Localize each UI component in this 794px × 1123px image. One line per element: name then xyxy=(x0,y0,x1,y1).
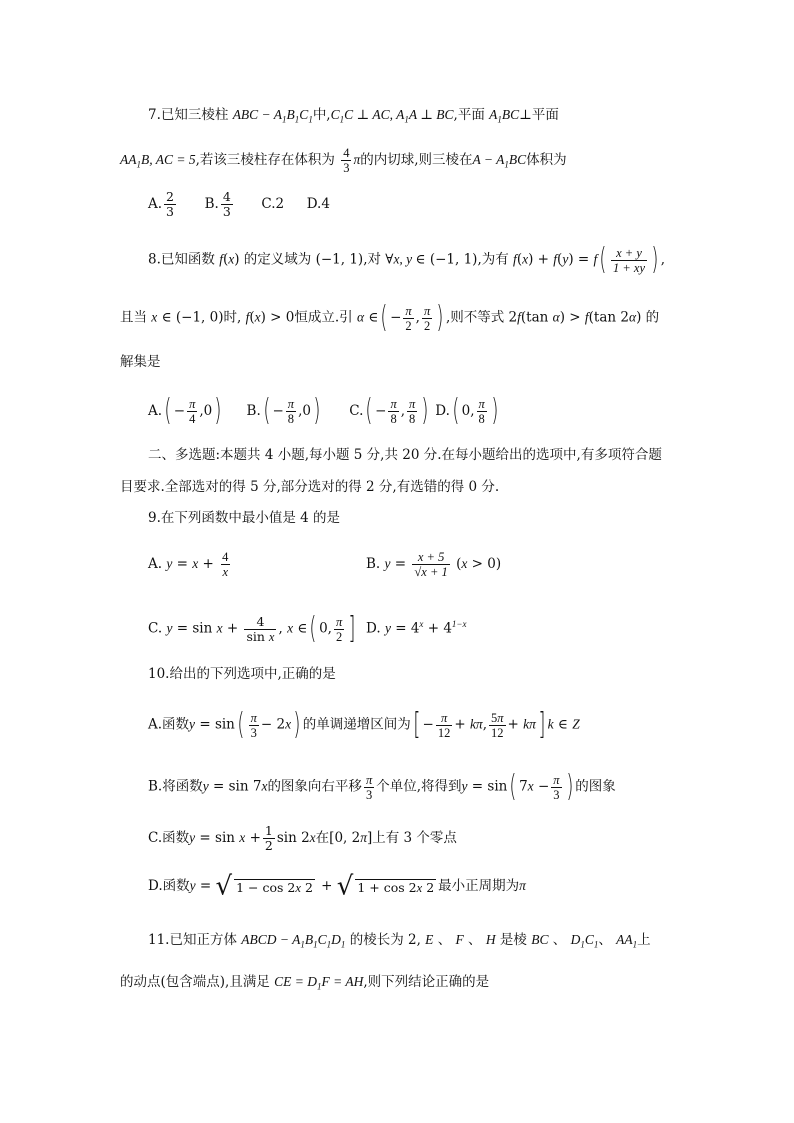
q10-stem: 10.给出的下列选项中,正确的是 xyxy=(148,666,336,682)
q11-math-cube: ABCD − $A_1B_1C_1D_1$ xyxy=(241,932,346,950)
q8-line1: 8.已知函数 f(x) 的定义域为 (−1, 1),对 ∀x, y ∈ (−1, 1),为有 f(x) + f(y) = f( $\frac{x + y}{1 + xy}$ ) , xyxy=(148,242,666,277)
q8-option-c[interactable]: C.( − $\frac{\pi}{8}$ , $\frac{\pi}{8}$ ) xyxy=(349,393,429,428)
section2-line2: 目要求.全部选对的得 5 分,部分选对的得 2 分,有选错的得 0 分. xyxy=(120,479,500,495)
q7-option-c[interactable]: C.2 xyxy=(261,196,285,212)
q10-option-a[interactable]: A.函数y = sin( $\frac{\pi}{3}$ − 2x) 的单调递增区间为[ − $\frac{\pi}{12}$ + kπ, $\frac{5\pi}{12}$ + kπ] k ∈ Z xyxy=(148,707,580,742)
q9-option-b[interactable]: B. y = $\frac{x + 5}{√x + 1}$ (x > 0) xyxy=(366,550,502,579)
q11-math-eq: CE = $D_1F$ = AH xyxy=(274,974,364,992)
q7-option-b[interactable]: B. $\frac{4}{3}$ xyxy=(204,189,231,219)
q8-text-2e: 的 xyxy=(645,309,660,326)
q8-option-b[interactable]: B.( − $\frac{\pi}{8}$ ,0) xyxy=(246,393,321,428)
q7-math-plane2: $AA_1B$, AC = 5 xyxy=(120,152,196,170)
q7-pi: π xyxy=(353,152,361,167)
q8-option-a[interactable]: A.( − $\frac{\pi}{4}$ ,0) xyxy=(148,393,222,428)
q8-text-c: ,对 xyxy=(363,251,381,268)
q7-text-2b: ,若该三棱柱存在体积为 xyxy=(195,152,335,168)
q9-option-d[interactable]: D. $y = 4^x + 4^{1-x}$ xyxy=(366,619,467,637)
q8-text-2b: 时, xyxy=(223,309,242,326)
q7-line2 xyxy=(120,146,567,175)
q11-line2: 的动点(包含端点),且满足 CE = $D_1F$ = AH,则下列结论正确的是 xyxy=(120,974,490,992)
q8-math-forall: ∀x, y ∈ xyxy=(385,251,426,267)
q8-alpha-range: α xyxy=(356,309,365,325)
q8-line2: 且当 x ∈ (−1, 0)时, f(x) > 0恒成立.引 α ∈( − $\frac{\pi}{2}$ , $\frac{\pi}{2}$ ) ,则不等式 2f(tan α) > f(tan 2α) 的 xyxy=(120,300,660,335)
q8-text-d: ,为有 xyxy=(477,251,509,268)
q10-option-b[interactable]: B.将函数y = sin 7x的图象向右平移 $\frac{\pi}{3}$ 个单位,将得到y = sin( 7x − $\frac{\pi}{3}$ ) 的图象 xyxy=(148,769,616,804)
q9-option-a[interactable]: A. y = x + $\frac{4}{x}$ xyxy=(148,550,229,579)
q7-text-e: ⊥平面 xyxy=(519,107,559,123)
section2-line1: 二、多选题:本题共 4 小题,每小题 5 分,共 20 分.在每小题给出的选项中,有多项符合题 xyxy=(148,447,662,463)
q7-line1: 7.已知三棱柱 ABC − $A_1B_1C_1$中$,C_1C$ ⊥ AC, $A_1A$ ⊥ BC,平面 $A_1BC\perp$平面 xyxy=(148,107,559,125)
q7-text-c: 中, xyxy=(312,107,331,123)
q7-text-a: 7.已知三棱柱 xyxy=(148,107,229,123)
q9-option-c[interactable]: C. y = sin x + $\frac{4}{\text{sin x}}$ , x ∈( 0, $\frac{\pi}{2}$ ] xyxy=(148,611,356,646)
q9-stem: 9.在下列函数中最小值是 4 的是 xyxy=(148,510,341,526)
q7-math-prism: ABC − $A_1B_1C_1$ xyxy=(232,107,313,125)
q7-math-cond: $C_1C$ ⊥ AC, $A_1A$ ⊥ BC xyxy=(330,107,454,125)
q8-text-2a: 且当 xyxy=(120,309,147,326)
q7-text-d: 平面 xyxy=(457,107,485,123)
q7-options xyxy=(148,190,330,219)
q10-option-d[interactable]: D.函数y = √ 1 − cos 2x 2 + √ 1 + cos 2x 2 最小正周期为π xyxy=(148,871,526,902)
q8-text-b: 的定义域为 xyxy=(243,251,312,268)
q8-text-a: 8.已知函数 xyxy=(148,251,215,268)
q8-math-eq: f xyxy=(513,251,517,267)
q7-math-plane: $A_1BC$ xyxy=(489,107,520,125)
q7-text-2d: 体积为 xyxy=(526,152,567,168)
q8-line3: 解集是 xyxy=(120,354,161,370)
q8-option-d[interactable]: D.( 0, $\frac{\pi}{8}$ ) xyxy=(435,393,499,428)
q8-text-2c: 恒成立.引 xyxy=(294,309,353,326)
q7-frac-4-3: $\frac{4}{3}$ xyxy=(343,146,350,175)
q10-option-c[interactable]: C.函数y = sin x + $\frac{1}{2}$ sin 2x在[0, 2π]上有 3 个零点 xyxy=(148,823,457,853)
q8-text-2d: ,则不等式 xyxy=(445,309,505,326)
q7-math-pyramid: $A - A_1BC$ xyxy=(472,152,527,170)
q7-option-a[interactable]: A. $\frac{2}{3}$ xyxy=(148,189,174,219)
q11-line1: 11.已知正方体 ABCD − $A_1B_1C_1D_1$ 的棱长为 2, E 、 F 、 H 是棱 BC 、 $D_1C_1$、 $AA_1$上 xyxy=(148,932,651,950)
q8-options xyxy=(148,393,501,428)
q7-option-d[interactable]: D.4 xyxy=(306,196,330,212)
q7-text-2c: 的内切球,则三棱在 xyxy=(360,152,473,168)
